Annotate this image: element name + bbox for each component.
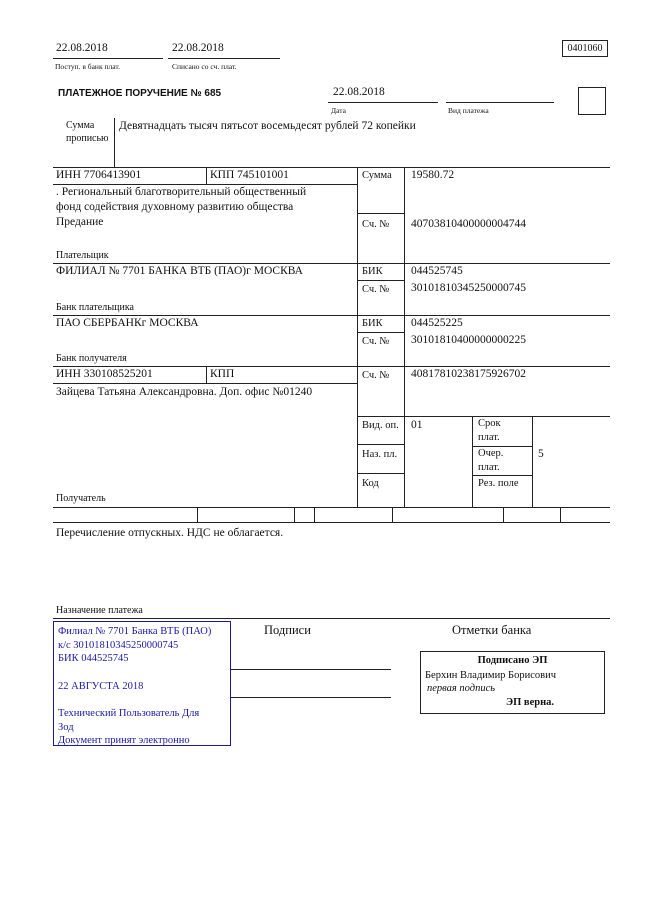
grid-vline-b503 <box>503 507 504 522</box>
payment-type-line <box>446 102 554 103</box>
op-type-value: 01 <box>411 419 423 431</box>
code-label: Код <box>362 478 379 489</box>
stamp-user-line-1: Технический Пользователь Для <box>58 708 200 719</box>
e-signature-title: Подписано ЭП <box>477 655 548 666</box>
sum-value: 19580.72 <box>411 169 455 181</box>
payee-inn: ИНН 330108525201 <box>56 368 153 380</box>
stamp-user-line-2: Зод <box>58 721 74 733</box>
term-label-2: плат. <box>478 432 500 443</box>
debited-date: 22.08.2018 <box>172 42 224 54</box>
form-code-box <box>562 40 608 57</box>
debited-date-label: Списано со сч. плат. <box>172 62 237 71</box>
grid-vline-532 <box>532 416 533 507</box>
grid-vline-206a <box>206 167 207 184</box>
grid-vline-b294 <box>294 507 295 522</box>
grid-vline-b314 <box>314 507 315 522</box>
received-date: 22.08.2018 <box>56 42 108 54</box>
document-title: ПЛАТЕЖНОЕ ПОРУЧЕНИЕ № 685 <box>58 88 222 99</box>
grid-line-366 <box>53 366 610 367</box>
payee-label: Получатель <box>56 493 106 504</box>
payer-label: Плательщик <box>56 250 109 261</box>
grid-vline-357 <box>357 167 358 507</box>
payee-account: 40817810238175926702 <box>411 368 526 380</box>
signature-line-1 <box>231 669 391 670</box>
payee-name: Зайцева Татьяна Александровна. Доп. офис №01240 <box>56 386 313 398</box>
grid-line-383 <box>53 383 357 384</box>
purpose-code-label: Наз. пл. <box>362 449 398 460</box>
grid-line-416 <box>357 416 610 417</box>
purpose-label: Назначение платежа <box>56 605 143 616</box>
payee-bank-bik-label: БИК <box>362 318 383 329</box>
e-signature-verified: ЭП верна. <box>505 697 554 708</box>
payer-name-2: фонд содействия духовному развитию общества <box>56 201 294 213</box>
bank-marks-label: Отметки банка <box>452 623 532 637</box>
payer-account-label: Сч. № <box>362 219 390 230</box>
grid-line-473 <box>357 473 404 474</box>
grid-line-263 <box>53 263 610 264</box>
grid-line-213 <box>357 213 404 214</box>
payer-bank-label: Банк плательщика <box>56 302 134 313</box>
e-signature-box <box>420 651 605 714</box>
payer-bank-bik-label: БИК <box>362 266 383 277</box>
grid-line-522 <box>53 522 610 523</box>
form-code: 0401060 <box>567 43 603 54</box>
grid-line-507 <box>53 507 610 508</box>
signature-line-2 <box>231 697 391 698</box>
received-date-line <box>53 58 163 59</box>
grid-line-167 <box>53 167 610 168</box>
amount-words: Девятнадцать тысяч пятьсот восемьдесят рублей 72 копейки <box>119 120 416 132</box>
payer-bank-corr: 30101810345250000745 <box>411 282 526 294</box>
signatures-label: Подписи <box>264 623 311 637</box>
grid-vline-206b <box>206 366 207 383</box>
order-label-2: плат. <box>478 462 500 473</box>
payee-bank-bik: 044525225 <box>411 317 463 329</box>
payment-type-label: Вид платежа <box>448 106 489 115</box>
stamp-corr-account: к/с 30101810345250000745 <box>58 639 179 651</box>
payer-bank-bik: 044525745 <box>411 265 463 277</box>
grid-line-184 <box>53 184 357 185</box>
debited-date-line <box>168 58 280 59</box>
payer-bank-corr-label: Сч. № <box>362 284 390 295</box>
stamp-bank-name: Филиал № 7701 Банка ВТБ (ПАО) <box>58 626 212 637</box>
payer-inn: ИНН 7706413901 <box>56 169 142 181</box>
sum-label: Сумма <box>362 170 392 181</box>
grid-line-475 <box>472 475 532 476</box>
payee-bank-label: Банк получателя <box>56 353 127 364</box>
order-value: 5 <box>538 448 544 460</box>
grid-vline-472 <box>472 416 473 507</box>
payee-account-label: Сч. № <box>362 370 390 381</box>
e-signature-role: первая подпись <box>427 683 496 694</box>
op-type-label: Вид. оп. <box>362 420 399 431</box>
amount-words-label-2: прописью <box>66 133 109 144</box>
grid-vline-b560 <box>560 507 561 522</box>
payee-bank-name: ПАО СБЕРБАНКг МОСКВА <box>56 317 199 329</box>
grid-vline-b197 <box>197 507 198 522</box>
stamp-date: 22 АВГУСТА 2018 <box>58 680 144 692</box>
payer-name-3: Предание <box>56 216 104 228</box>
grid-vline-404 <box>404 167 405 507</box>
purpose-text: Перечисление отпускных. НДС не облагается. <box>56 527 284 539</box>
grid-vline-b392 <box>392 507 393 522</box>
grid-line-446 <box>472 446 532 447</box>
payer-name-1: . Региональный благотворительный общественный <box>56 186 307 198</box>
document-date: 22.08.2018 <box>333 86 385 98</box>
received-date-label: Поступ. в банк плат. <box>55 62 120 71</box>
amount-words-label-1: Сумма <box>66 120 95 131</box>
payer-bank-name: ФИЛИАЛ № 7701 БАНКА ВТБ (ПАО)г МОСКВА <box>56 265 303 277</box>
stamp-bik: БИК 044525745 <box>58 653 129 664</box>
term-label-1: Срок <box>478 418 501 429</box>
payee-bank-corr: 30101810400000000225 <box>411 334 526 346</box>
amount-words-divider <box>114 118 115 167</box>
order-label-1: Очер. <box>478 448 504 459</box>
e-signature-name: Берхин Владимир Борисович <box>425 670 556 681</box>
payer-kpp: КПП 745101001 <box>210 169 289 181</box>
document-date-label: Дата <box>331 106 346 115</box>
payee-kpp: КПП <box>210 368 235 380</box>
stamp-accepted: Документ принят электронно <box>58 735 190 746</box>
reserve-field-label: Рез. поле <box>478 478 519 489</box>
grid-line-444 <box>357 444 404 445</box>
grid-line-280 <box>357 280 404 281</box>
payer-account: 40703810400000004744 <box>411 218 526 230</box>
purpose-bottom-line <box>53 618 610 619</box>
grid-line-315 <box>53 315 610 316</box>
grid-line-332 <box>357 332 404 333</box>
document-date-line <box>328 102 438 103</box>
bank-stamp <box>53 621 231 746</box>
payment-type-box <box>578 87 606 115</box>
payee-bank-corr-label: Сч. № <box>362 336 390 347</box>
